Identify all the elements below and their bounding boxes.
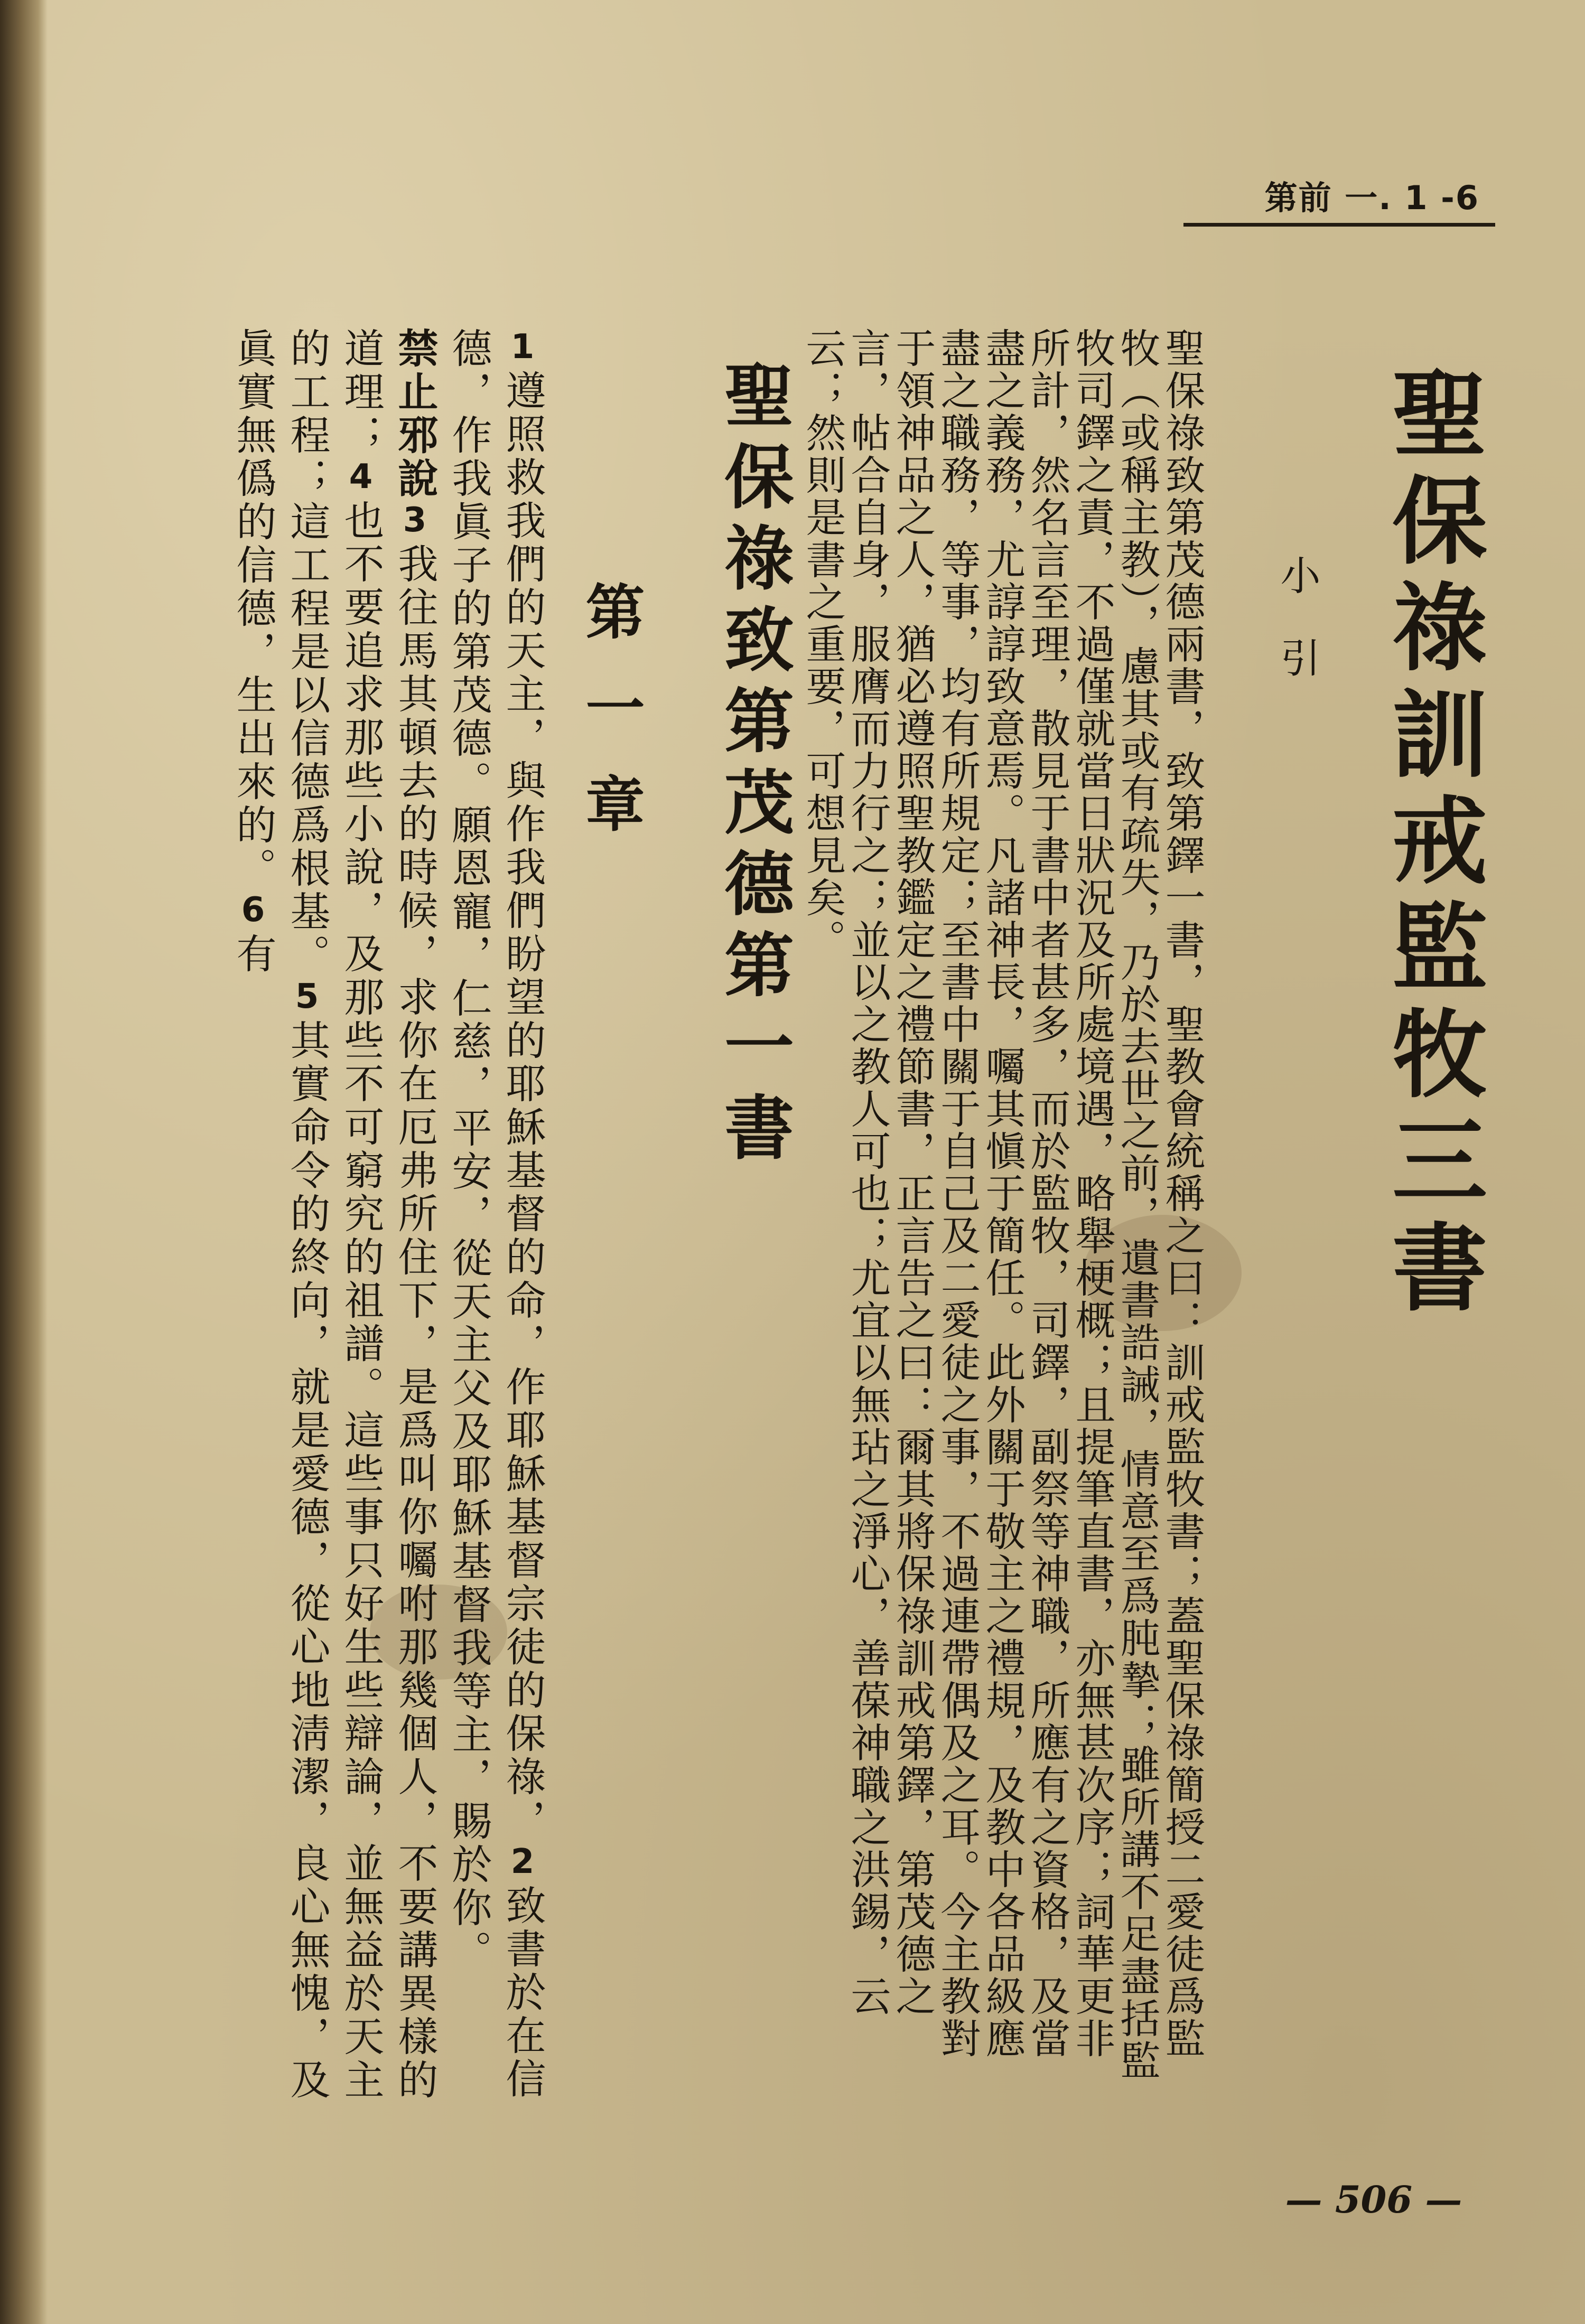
verse-text: 致書於在信德，作我眞子的第茂德。願恩寵，仁慈，平安，從天主父及耶穌基督我等主，賜於你。 (445, 327, 546, 2101)
verse-number: 3 (395, 501, 434, 543)
scripture-text (222, 327, 549, 2123)
verse-text: 其實命令的終向，就是愛德，從心地淸潔，良心無愧，及眞實無僞的信德，生出來的。 (230, 327, 331, 2102)
epistle-title: 聖保祿致第茂德第一書 (712, 359, 794, 1173)
verse-number: 6 (234, 891, 273, 933)
page-number: — 506 — (1285, 2178, 1462, 2222)
verse-number: 4 (341, 457, 380, 500)
verse-number: 1 (503, 327, 542, 370)
intro-paragraph: 聖保祿致第茂德兩書，致第鐸一書，聖教會統稱之曰：訓戒監牧書；蓋聖保祿簡授二愛徒爲監牧（或稱主教），慮其或有疏失，乃於去世之前，遺書誥誡，情意至爲肫摯；雖所講不足盡括監牧司鐸之責，不過僅就當日狀況及所處境遇，略舉梗概；且提筆直書，亦無甚次序；詞華更非所計，然名言至理，散見于書中者甚多，而於監牧，司鐸，副祭等神職，所應有之資格，及當盡之義務，尤諄諄致意焉。凡諸神長，囑其愼于簡任。此外關于敬主之禮規，及教中各品級應盡之職務，等事，均有所規定；至書中關于自己及二愛徒之事，不過連帶偶及之耳。今主教對于領神品之人，猶必遵照聖教鑑定之禮節書，正言告之曰：爾其將保祿訓戒第鐸，第茂德之言，帖合自身，服膺而力行之；並以之教人可也；尤宜以無玷之淨心，善葆神職之洪錫，云云；然則是書之重要，可想見矣。 (799, 327, 1206, 2082)
verse-text: 遵照救我們的天主，與作我們盼望的耶穌基督的命，作耶穌基督宗徒的保祿， (499, 370, 546, 1842)
book-spine-shadow (0, 0, 48, 2324)
verse-text: 我往馬其頓去的時候，求你在厄弗所住下，是爲叫你囑咐那幾個人，不要講異樣的道理； (338, 327, 439, 2102)
chapter-title: 第一章 (576, 581, 645, 869)
verse-number: 5 (287, 977, 327, 1019)
section-heading: 禁止邪說 (391, 327, 439, 501)
header-rule (1183, 223, 1495, 227)
intro-heading: 小引 (1274, 555, 1321, 719)
book-title: 聖保祿訓戒監牧三書 (1376, 364, 1488, 1325)
verse-number: 2 (503, 1842, 542, 1885)
running-head: 第前 一. 1 -6 (1264, 179, 1479, 217)
verse-text: 有 (230, 933, 277, 976)
verse-text: 也不要追求那些小說，及那些不可窮究的祖譜。這些事只好生些辯論，並無益於天主的工程；這工程是以信德爲根基。 (284, 327, 385, 2102)
